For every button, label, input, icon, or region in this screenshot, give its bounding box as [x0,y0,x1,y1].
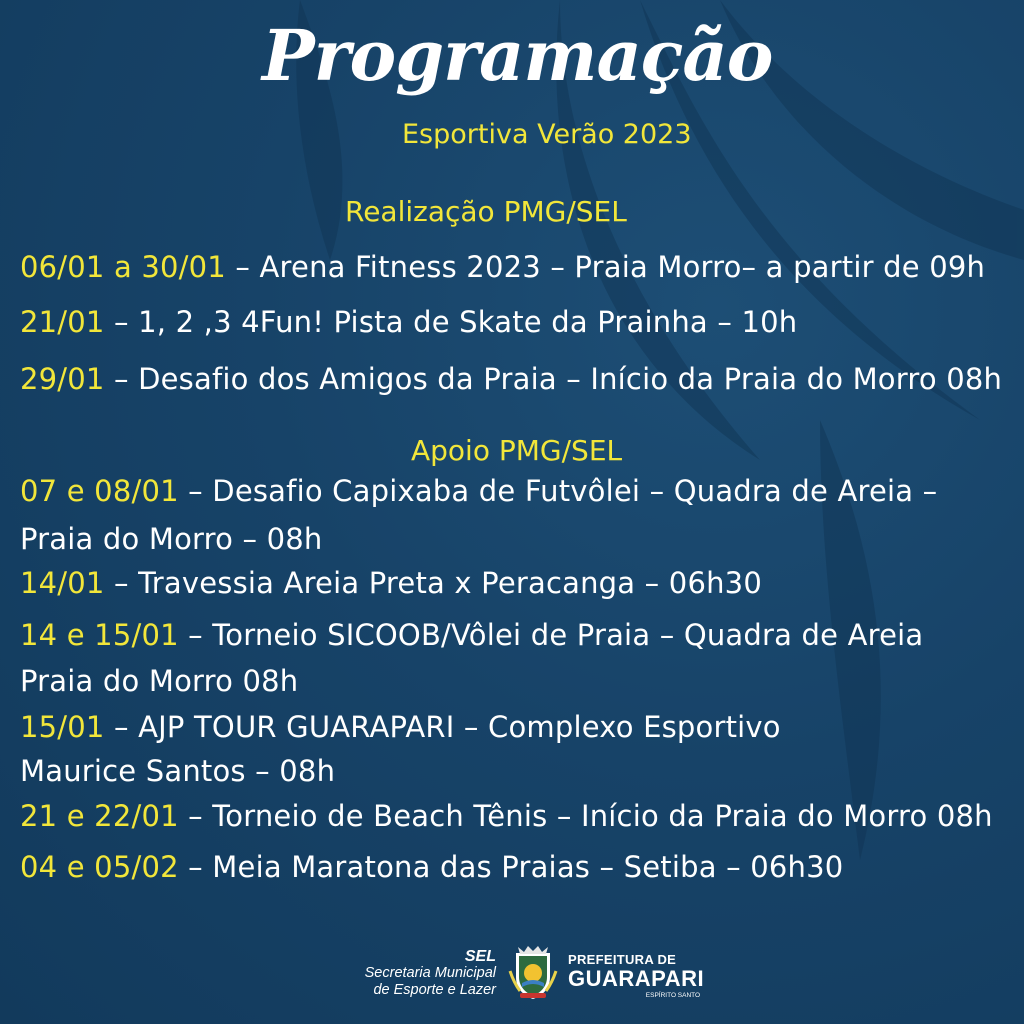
schedule-item [20,710,781,744]
event-description: – Arena Fitness 2023 – Praia Morro– a partir de 09h [225,250,986,284]
prefeitura-line1: PREFEITURA DE [568,952,677,967]
event-date: 04 e 05/02 [20,850,179,884]
schedule-item [20,250,985,284]
page-subtitle: Esportiva Verão 2023 [402,119,692,150]
prefeitura-logo [568,953,704,1000]
prefeitura-line2: GUARAPARI [568,966,705,991]
schedule-item [20,474,937,508]
section-heading: Apoio PMG/SEL [411,434,623,467]
schedule-item [20,799,993,833]
event-description: – AJP TOUR GUARAPARI – Complexo Esportivo [104,710,781,744]
event-description: – Desafio Capixaba de Futvôlei – Quadra de Areia – [178,474,938,508]
event-date: 15/01 [20,710,105,744]
sel-abbr: SEL [464,948,496,965]
schedule-item [20,566,762,600]
schedule-item [20,618,923,652]
event-description: – Torneio de Beach Tênis – Início da Praia do Morro 08h [178,799,993,833]
event-date: 29/01 [20,362,105,396]
event-description: – Meia Maratona das Praias – Setiba – 06h30 [178,850,844,884]
prefeitura-line3: ESPÍRITO SANTO [645,992,701,999]
event-date: 21 e 22/01 [20,799,179,833]
event-date: 14/01 [20,566,105,600]
event-date: 07 e 08/01 [20,474,179,508]
event-description-continued: Praia do Morro 08h [20,664,299,698]
sel-name-line1: Secretaria Municipal [364,965,496,981]
event-description: – Travessia Areia Preta x Peracanga – 06h30 [104,566,762,600]
schedule-item [20,305,797,339]
sel-name-line2: de Esporte e Lazer [373,982,496,998]
event-description: – Desafio dos Amigos da Praia – Início da Praia do Morro 08h [104,362,1003,396]
schedule-item [20,850,843,884]
event-date: 06/01 a 30/01 [20,250,226,284]
page-title: Programação [262,14,773,97]
event-description: – Torneio SICOOB/Vôlei de Praia – Quadra de Areia [178,618,924,652]
event-description-continued: Praia do Morro – 08h [20,522,323,556]
sel-logo [365,948,496,999]
event-date: 14 e 15/01 [20,618,179,652]
section-heading: Realização PMG/SEL [345,195,627,228]
event-description: – 1, 2 ,3 4Fun! Pista de Skate da Prainha – 10h [104,305,798,339]
schedule-item [20,362,1002,396]
event-date: 21/01 [20,305,105,339]
municipal-crest-icon [506,943,560,1001]
event-description-continued: Maurice Santos – 08h [20,754,336,788]
